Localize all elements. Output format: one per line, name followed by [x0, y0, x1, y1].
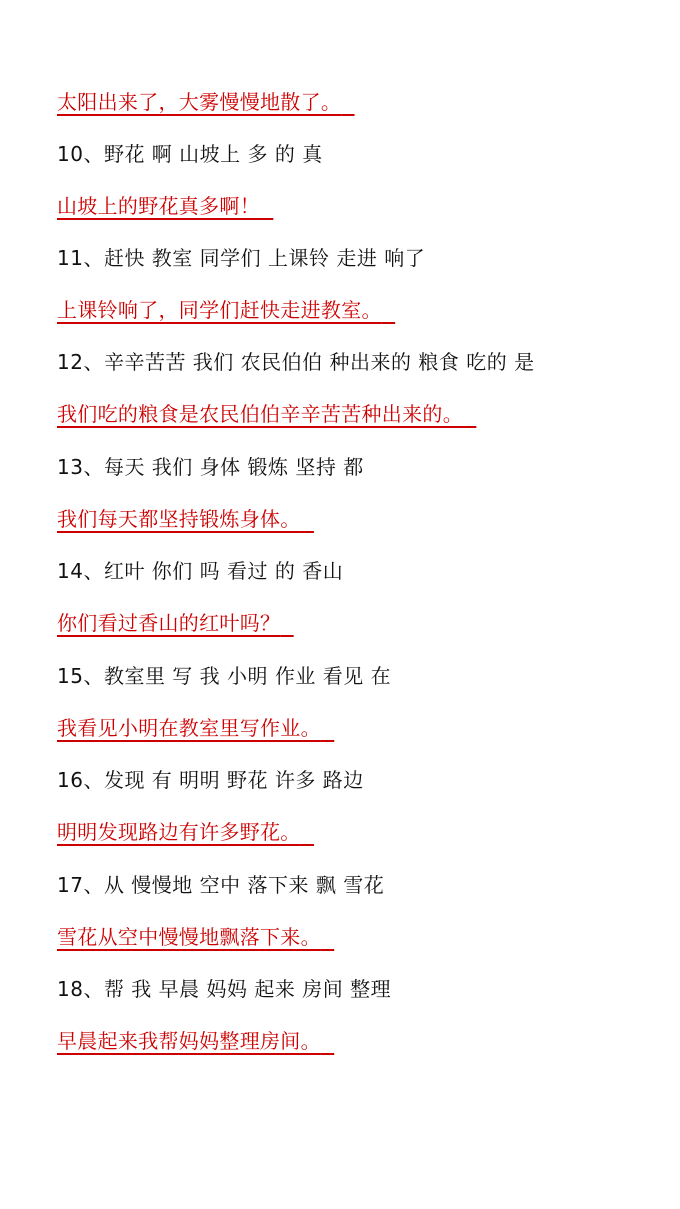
answer-10: 山坡上的野花真多啊！: [57, 194, 260, 218]
answer-13: 我们每天都坚持锻炼身体。: [57, 507, 301, 531]
question-17: 17、从 慢慢地 空中 落下来 飘 雪花: [57, 873, 385, 897]
question-13: 13、每天 我们 身体 锻炼 坚持 都: [57, 455, 364, 479]
answer-14: 你们看过香山的红叶吗？: [57, 611, 281, 635]
question-14: 14、红叶 你们 吗 看过 的 香山: [57, 559, 344, 583]
question-15: 15、教室里 写 我 小明 作业 看见 在: [57, 664, 392, 688]
answer-11: 上课铃响了，同学们赶快走进教室。: [57, 298, 382, 322]
question-18: 18、帮 我 早晨 妈妈 起来 房间 整理: [57, 977, 392, 1001]
answer-16: 明明发现路边有许多野花。: [57, 820, 301, 844]
question-12: 12、辛辛苦苦 我们 农民伯伯 种出来的 粮食 吃的 是: [57, 350, 535, 374]
question-11: 11、赶快 教室 同学们 上课铃 走进 响了: [57, 246, 426, 270]
answer-15: 我看见小明在教室里写作业。: [57, 716, 321, 740]
question-10: 10、野花 啊 山坡上 多 的 真: [57, 142, 323, 166]
answer-18: 早晨起来我帮妈妈整理房间。: [57, 1029, 321, 1053]
answer-17: 雪花从空中慢慢地飘落下来。: [57, 925, 321, 949]
question-16: 16、发现 有 明明 野花 许多 路边: [57, 768, 364, 792]
answer-12: 我们吃的粮食是农民伯伯辛辛苦苦种出来的。: [57, 402, 463, 426]
answer-9: 太阳出来了，大雾慢慢地散了。: [57, 90, 342, 114]
